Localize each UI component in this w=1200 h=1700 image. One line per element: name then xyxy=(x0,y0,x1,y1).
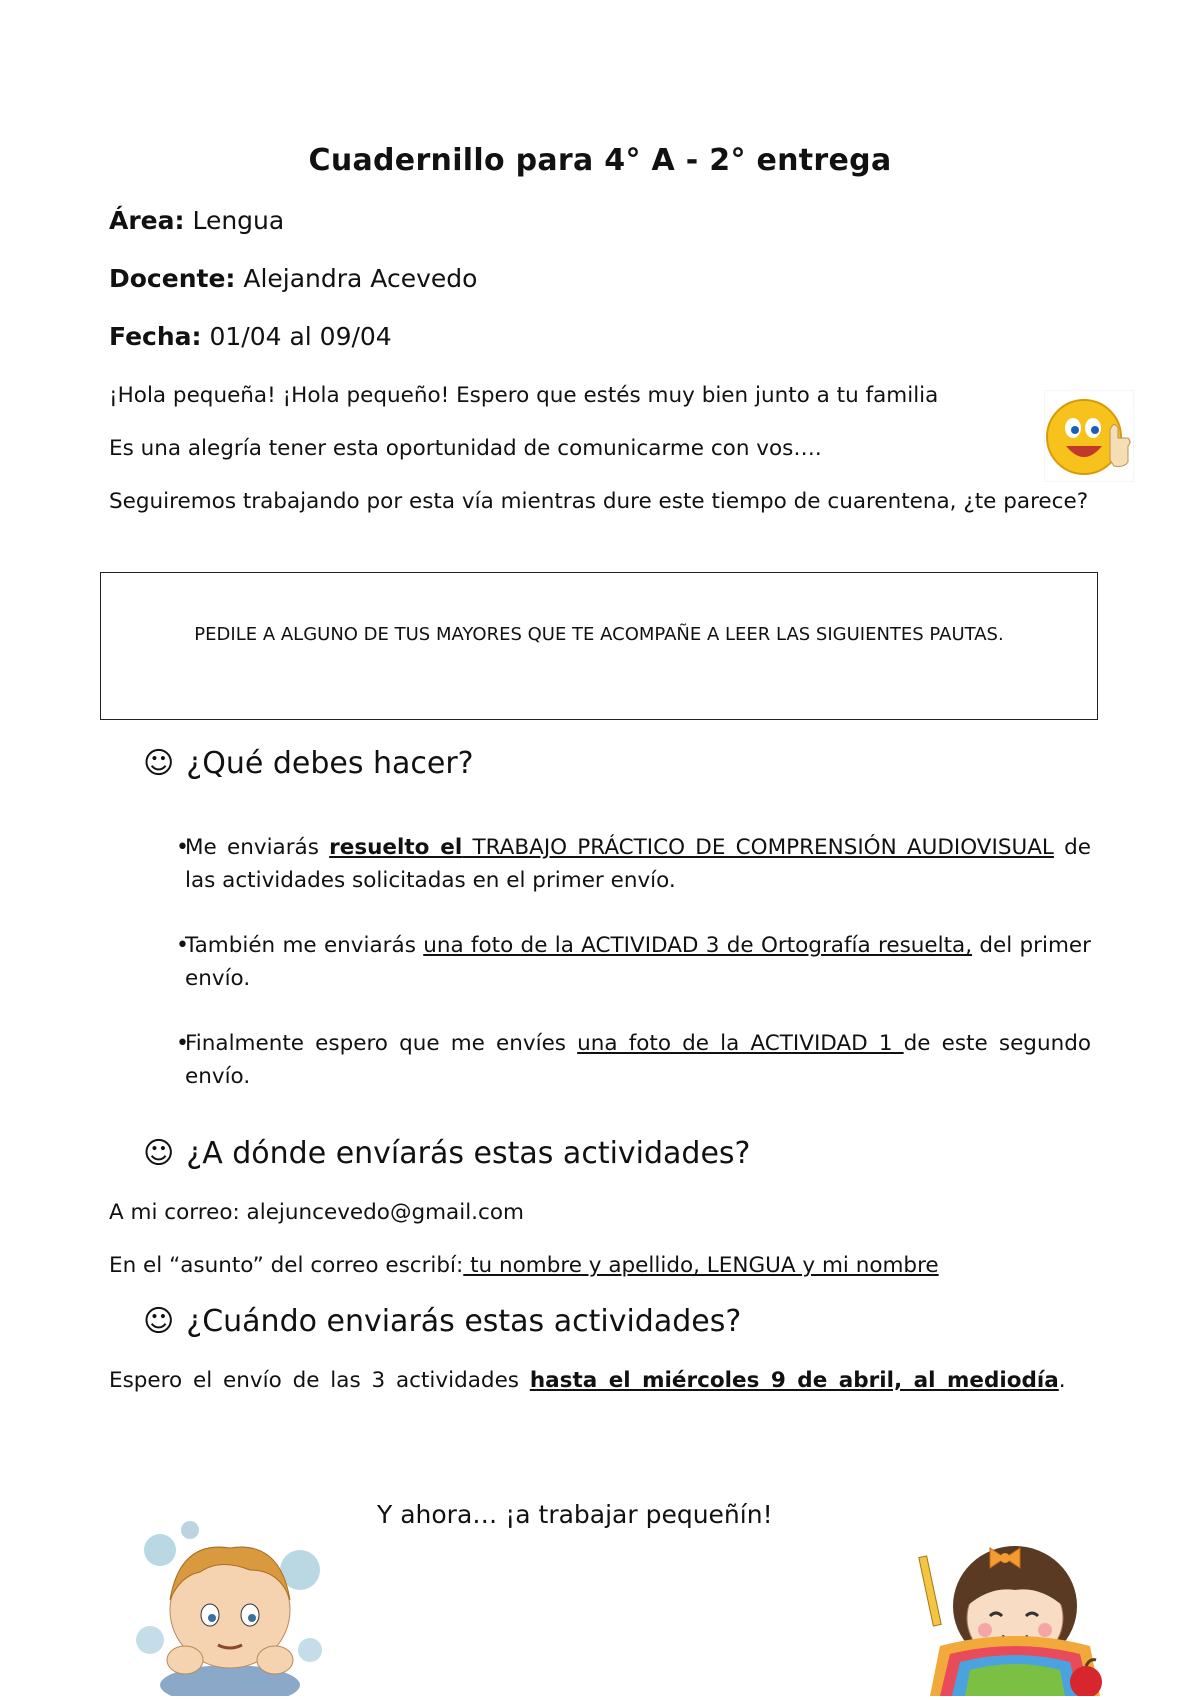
area-label: Área: xyxy=(109,206,185,235)
task-list xyxy=(143,831,1091,1125)
smiley-icon: ☺ xyxy=(143,746,175,781)
fecha-label: Fecha: xyxy=(109,322,202,351)
subject-line xyxy=(109,1249,1090,1282)
bullet-text: Me enviarás xyxy=(185,835,330,860)
section3-heading-text: ¿Cuándo enviarás estas actividades? xyxy=(186,1304,742,1339)
greeting-paragraph: ¡Hola pequeña! ¡Hola pequeño! Espero que estés muy bien junto a tu familia xyxy=(109,383,939,408)
section2-heading xyxy=(143,1136,750,1171)
bullet-emphasis: resuelto el xyxy=(329,835,463,860)
list-item xyxy=(143,929,1091,995)
area-value: Lengua xyxy=(184,206,285,235)
bullet-text: También me enviarás xyxy=(185,933,424,958)
thumbs-up-smiley-icon xyxy=(1044,390,1134,482)
list-item xyxy=(143,1027,1091,1093)
docente-field xyxy=(109,264,477,293)
section1-heading-text: ¿Qué debes hacer? xyxy=(186,746,474,781)
docente-value: Alejandra Acevedo xyxy=(235,264,478,293)
section3-heading xyxy=(143,1304,741,1339)
deadline-paragraph xyxy=(109,1364,1090,1397)
subject-underline: tu nombre y apellido, LENGUA y mi nombre xyxy=(463,1253,939,1278)
smiley-icon: ☺ xyxy=(143,1136,175,1171)
deadline-text: Espero el envío de las 3 actividades xyxy=(109,1368,530,1393)
bullet-text: de este segundo envío. xyxy=(185,1031,1092,1089)
fecha-field xyxy=(109,322,392,351)
bullet-text: del primer envío. xyxy=(185,933,1091,991)
closing-line: Y ahora… ¡a trabajar pequeñín! xyxy=(377,1500,773,1529)
notice-box: PEDILE A ALGUNO DE TUS MAYORES QUE TE ACOMPAÑE A LEER LAS SIGUIENTES PAUTAS. xyxy=(100,572,1098,720)
page-title: Cuadernillo para 4° A - 2° entrega xyxy=(308,143,892,178)
smiley-icon: ☺ xyxy=(143,1304,175,1339)
email-line: A mi correo: alejuncevedo@gmail.com xyxy=(109,1200,524,1225)
deadline-emphasis: hasta el miércoles 9 de abril, al mediodía xyxy=(529,1368,1059,1393)
boy-thinking-icon xyxy=(130,1510,330,1696)
section1-heading xyxy=(143,746,474,781)
joy-paragraph: Es una alegría tener esta oportunidad de comunicarme con vos…. xyxy=(109,436,822,461)
deadline-text: . xyxy=(1058,1368,1066,1393)
bullet-underline: TRABAJO PRÁCTICO DE COMPRENSIÓN AUDIOVISUAL xyxy=(462,835,1054,860)
subject-text: En el “asunto” del correo escribí: xyxy=(109,1253,464,1278)
area-field xyxy=(109,206,284,235)
bullet-text: de las actividades solicitadas en el primer envío. xyxy=(185,835,1091,893)
girl-reading-icon xyxy=(910,1526,1110,1696)
bullet-underline: una foto de la ACTIVIDAD 1 xyxy=(577,1031,904,1056)
bullet-text: Finalmente espero que me envíes xyxy=(185,1031,578,1056)
bullet-underline: una foto de la ACTIVIDAD 3 de Ortografía resuelta, xyxy=(423,933,973,958)
fecha-value: 01/04 al 09/04 xyxy=(201,322,392,351)
section2-heading-text: ¿A dónde envíarás estas actividades? xyxy=(186,1136,751,1171)
list-item xyxy=(143,831,1091,897)
docente-label: Docente: xyxy=(109,264,236,293)
continue-paragraph: Seguiremos trabajando por esta vía mientras dure este tiempo de cuarentena, ¿te parece? xyxy=(109,489,1089,514)
